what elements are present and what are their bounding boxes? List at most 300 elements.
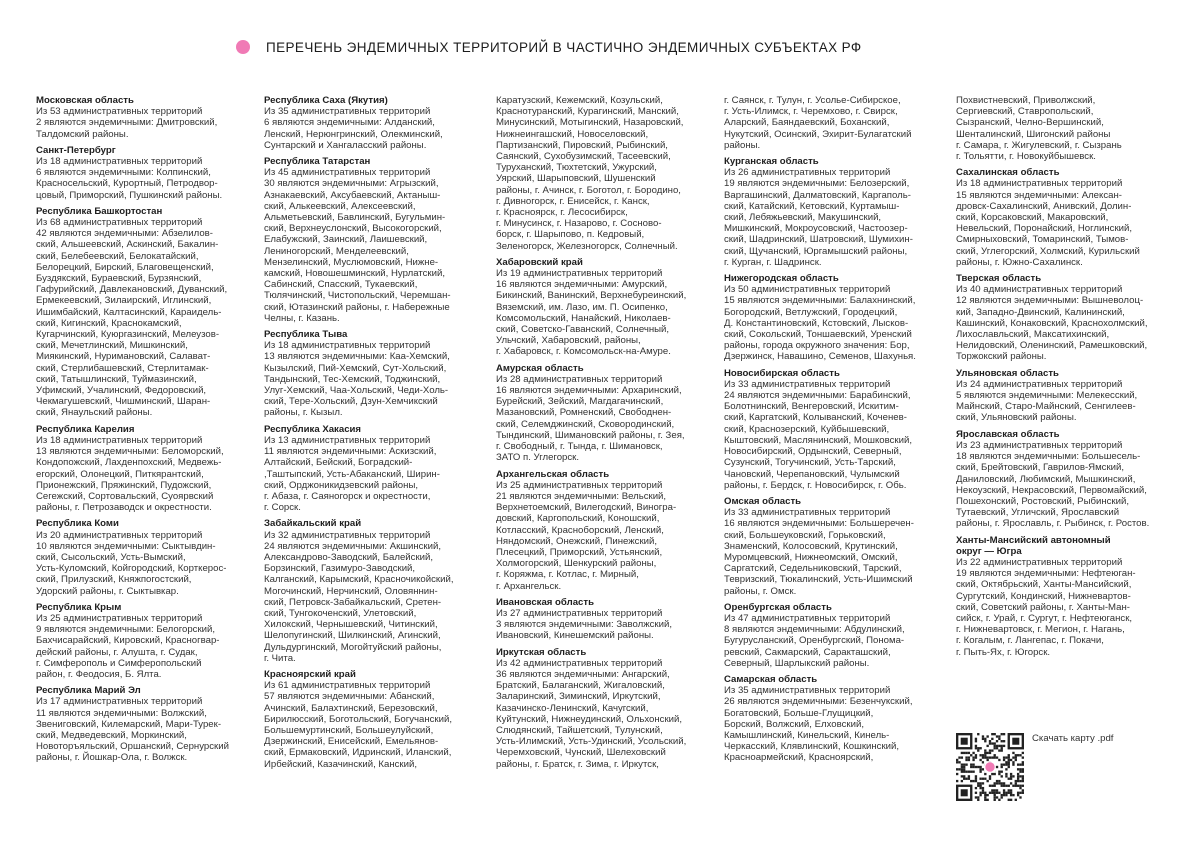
region-entry xyxy=(264,518,476,664)
region-text-line: 15 являются эндемичными: Балахнинский, xyxy=(724,295,916,307)
region-text-line: 6 являются эндемичными: Колпинский, xyxy=(36,167,211,179)
region-entry xyxy=(956,535,1168,658)
column-4 xyxy=(724,95,936,769)
region-text-line: 6 являются эндемичными: Алданский, xyxy=(264,117,435,129)
region-text-line: Борзинский, Газимуро-Заводский, xyxy=(264,563,416,575)
region-text-line: Болотнинский, Венгеровский, Искитим- xyxy=(724,401,899,413)
region-description xyxy=(36,613,248,680)
region-text-line: 18 являются эндемичными: Большесель- xyxy=(956,451,1141,463)
region-text-line: районы. xyxy=(724,139,761,151)
region-name: Курганская область xyxy=(724,156,819,168)
region-text-line: Борский, Волжский, Елховский, xyxy=(724,718,864,730)
region-entry xyxy=(496,95,708,252)
region-text-line: 16 являются эндемичными: Амурский, xyxy=(496,279,668,291)
column-5 xyxy=(956,95,1168,663)
region-name: Оренбургская область xyxy=(724,601,832,613)
region-text-line: 12 являются эндемичными: Вышневолоц- xyxy=(956,295,1144,307)
region-text-line: ский, Орджоникидзевский районы, xyxy=(264,479,419,491)
region-text-line: Нелидовский, Оленинский, Рамешковский, xyxy=(956,340,1148,352)
region-text-line: Из 22 административных территорий xyxy=(956,556,1123,568)
region-text-line: ский, Советско-Гаванский, Солнечный, xyxy=(496,324,670,336)
page-title: ПЕРЕЧЕНЬ ЭНДЕМИЧНЫХ ТЕРРИТОРИЙ В ЧАСТИЧНО ЭНДЕМИЧНЫХ СУБЪЕКТАХ РФ xyxy=(266,39,862,55)
region-text-line: Саянский, Сухобузимский, Тасеевский, xyxy=(496,151,671,163)
region-text-line: Чекмагушевский, Чишминский, Шаран- xyxy=(36,396,211,408)
region-text-line: ский, Альшеевский, Аскинский, Бакалин- xyxy=(36,239,219,251)
region-text-line: ский, Селемджинский, Сковородинский, xyxy=(496,418,675,430)
region-text-line: районы, г. Братск, г. Зима, г. Иркутск, xyxy=(496,758,659,770)
region-text-line: Камышлинский, Кинельский, Кинель- xyxy=(724,729,890,741)
region-entry xyxy=(956,368,1168,424)
region-description xyxy=(496,374,708,464)
region-name: Ярославская область xyxy=(956,428,1060,440)
region-text-line: Калганский, Карымский, Красночикойский, xyxy=(264,574,454,586)
region-text-line: 2 являются эндемичными: Дмитровский, xyxy=(36,117,218,129)
region-text-line: Сызранский, Челно-Вершинский, xyxy=(956,117,1104,129)
region-description xyxy=(496,268,708,358)
region-entry xyxy=(264,329,476,419)
region-text-line: Из 42 административных территорий xyxy=(496,657,663,669)
region-description xyxy=(724,613,936,669)
region-description xyxy=(724,379,936,491)
region-text-line: Из 35 административных территорий xyxy=(724,685,891,697)
region-text-line: ский, Щучанский, Юргамышский районы, xyxy=(724,245,908,257)
download-map-block[interactable] xyxy=(956,733,1113,801)
qr-code-icon[interactable] xyxy=(956,733,1024,801)
region-text-line: Тюлячинский, Чистопольский, Черемшан- xyxy=(264,290,451,302)
pink-dot-icon xyxy=(236,40,250,54)
region-text-line: егорский, Олонецкий, Питкярантский, xyxy=(36,468,204,480)
region-text-line: Дульдургинский, Могойтуйский районы, xyxy=(264,641,442,653)
region-text-line: Ленский, Нерюнгринский, Олекминский, xyxy=(264,128,443,140)
region-text-line: 24 являются эндемичными: Барабинский, xyxy=(724,390,911,402)
region-text-line: 3 являются эндемичными: Заволжский, xyxy=(496,619,672,631)
region-entry xyxy=(956,273,1168,363)
region-text-line: Гафурийский, Давлекановский, Дуванский, xyxy=(36,284,228,296)
region-description xyxy=(956,557,1168,658)
download-map-link[interactable]: Скачать карту .pdf xyxy=(1032,733,1114,744)
region-description xyxy=(264,435,476,513)
region-text-line: 15 являются эндемичными: Алексан- xyxy=(956,189,1122,201)
region-entry xyxy=(496,257,708,358)
region-text-line: Куйтунский, Нижнеудинский, Ольхонский, xyxy=(496,713,683,725)
region-text-line: 16 являются эндемичными: Архаринский, xyxy=(496,385,682,397)
region-name: Сахалинская область xyxy=(956,167,1060,179)
region-text-line: Миякинский, Нуримановский, Салават- xyxy=(36,351,211,363)
region-text-line: ский, Стерлибашевский, Стерлитамак- xyxy=(36,362,209,374)
region-text-line: Ивановский, Кинешемский районы. xyxy=(496,630,654,642)
region-text-line: Знаменский, Колосовский, Крутинский, xyxy=(724,540,898,552)
region-text-line: Тандынский, Тес-Хемский, Тоджинский, xyxy=(264,373,441,385)
region-name: Республика Саха (Якутия) xyxy=(264,95,388,106)
region-text-line: ский, Кигинский, Краснокамский, xyxy=(36,317,182,329)
region-text-line: 5 являются эндемичными: Мелекесский, xyxy=(956,390,1138,402)
region-text-line: г. Коряжма, г. Котлас, г. Мирный, xyxy=(496,569,639,581)
region-text-line: Из 61 административных территорий xyxy=(264,680,431,692)
region-text-line: ский, Большеуковский, Горьковский, xyxy=(724,529,886,541)
region-entry xyxy=(956,429,1168,530)
region-text-line: Богородский, Ветлужский, Городецкий, xyxy=(724,306,898,318)
region-text-line: Из 23 административных территорий xyxy=(956,439,1123,451)
region-text-line: Хилокский, Чернышевский, Читинский, xyxy=(264,619,438,631)
region-text-line: Нижнеингашский, Новоселовский, xyxy=(496,128,649,140)
region-description xyxy=(724,685,936,763)
column-3 xyxy=(496,95,708,775)
region-text-line: Некоузский, Некрасовский, Первомайский, xyxy=(956,484,1147,496)
region-text-line: Из 53 административных территорий xyxy=(36,106,203,118)
region-text-line: Прионежский, Пряжинский, Пудожский, xyxy=(36,479,212,491)
region-text-line: Партизанский, Пировский, Рыбинский, xyxy=(496,139,668,151)
region-text-line: Могочинский, Нерчинский, Оловяннин- xyxy=(264,585,438,597)
region-name: Республика Марий Эл xyxy=(36,685,141,697)
region-text-line: ревский, Сакмарский, Саракташский, xyxy=(724,646,891,658)
region-text-line: Из 33 административных территорий xyxy=(724,507,891,519)
region-entry xyxy=(496,469,708,592)
region-entry xyxy=(956,95,1168,162)
region-text-line: Холмогорский, Шенкурский районы, xyxy=(496,558,657,570)
region-text-line: Из 13 административных территорий xyxy=(264,434,431,446)
region-text-line: Азнакаевский, Аксубаевский, Актаныш- xyxy=(264,189,441,201)
region-text-line: Ермекеевский, Зилаирский, Иглинский, xyxy=(36,295,212,307)
region-text-line: Из 25 административных территорий xyxy=(36,612,203,624)
region-text-line: Лениногорский, Менделеевский, xyxy=(264,245,409,257)
region-name: Республика Хакасия xyxy=(264,423,362,435)
region-entry xyxy=(724,368,936,491)
region-text-line: Верхнетоемский, Вилегодский, Виногра- xyxy=(496,502,677,514)
region-text-line: Из 18 административных территорий xyxy=(36,156,203,168)
region-text-line: Ирбейский, Казачинский, Канский, xyxy=(264,758,417,770)
region-text-line: Сегежский, Сортовальский, Суоярвский xyxy=(36,490,214,502)
region-name: Московская область xyxy=(36,95,134,106)
region-text-line: Ишимбайский, Калтасинский, Караидель- xyxy=(36,306,222,318)
region-text-line: ,Таштыпский, Усть-Абаканский, Ширин- xyxy=(264,468,440,480)
region-entry xyxy=(264,669,476,770)
region-name: Красноярский край xyxy=(264,668,356,680)
region-text-line: Сунтарский и Хангаласский районы. xyxy=(264,139,427,151)
region-text-line: 30 являются эндемичными: Агрызский, xyxy=(264,178,439,190)
region-text-line: ский, Сысольский, Усть-Вымский, xyxy=(36,551,186,563)
region-text-line: Мензелинский, Муслюмовский, Нижне- xyxy=(264,256,439,268)
region-entry xyxy=(36,145,248,201)
region-text-line: Бикинский, Ванинский, Верхнебуреинский, xyxy=(496,290,687,302)
region-text-line: Шенталинский, Шигонский районы xyxy=(956,128,1111,140)
region-text-line: г. Сорск. xyxy=(264,502,301,514)
region-text-line: Новоторъяльский, Оршанский, Сернурский xyxy=(36,741,229,753)
region-description xyxy=(36,217,248,419)
region-text-line: Белорецкий, Бирский, Благовещенский, xyxy=(36,261,214,273)
region-name: Республика Коми xyxy=(36,518,119,530)
region-text-line: Удорский районы, г. Сыктывкар. xyxy=(36,585,179,597)
region-text-line: Из 33 административных территорий xyxy=(724,378,891,390)
region-text-line: 10 являются эндемичными: Сыктывдин- xyxy=(36,540,216,552)
region-text-line: Тевризский, Тюкалинский, Усть-Ишимский xyxy=(724,574,913,586)
region-entry xyxy=(724,156,936,268)
region-text-line: районы, г. Омск. xyxy=(724,585,797,597)
region-text-line: 21 являются эндемичными: Вельский, xyxy=(496,490,667,502)
region-text-line: Ачинский, Балахтинский, Березовский, xyxy=(264,702,438,714)
region-text-line: камский, Новошешминский, Нурлатский, xyxy=(264,268,446,280)
region-name: Архангельская область xyxy=(496,468,610,480)
region-text-line: Кызылский, Пий-Хемский, Сут-Хольский, xyxy=(264,362,447,374)
region-text-line: Невельский, Поронайский, Ноглинский, xyxy=(956,223,1133,235)
region-text-line: Сабинский, Спасский, Тукаевский, xyxy=(264,279,418,291)
region-text-line: Из 27 административных территорий xyxy=(496,607,663,619)
region-text-line: ский, Белебеевский, Белокатайский, xyxy=(36,250,199,262)
region-name: Нижегородская область xyxy=(724,273,839,285)
region-text-line: Челны, г. Казань. xyxy=(264,312,340,324)
region-text-line: ский, Советский районы, г. Ханты-Ман- xyxy=(956,601,1130,613)
region-description xyxy=(956,284,1168,362)
region-entry xyxy=(724,674,936,764)
region-text-line: 8 являются эндемичными: Абдулинский, xyxy=(724,624,905,636)
region-text-line: ский, Брейтовский, Гаврилов-Ямский, xyxy=(956,462,1125,474)
region-text-line: Черемховский, Чунский, Шелеховский xyxy=(496,747,666,759)
region-text-line: районы, г. Бердск, г. Новосибирск, г. Обь. xyxy=(724,479,907,491)
region-text-line: 9 являются эндемичными: Белогорский, xyxy=(36,624,216,636)
region-text-line: кий, Западно-Двинский, Калининский, xyxy=(956,306,1125,318)
region-text-line: цовый, Приморский, Пушкинский районы. xyxy=(36,189,223,201)
region-text-line: Нукутский, Осинский, Эхирит-Булагатский xyxy=(724,128,912,140)
page-header xyxy=(236,37,862,57)
region-text-line: Альметьевский, Бавлинский, Бугульмин- xyxy=(264,212,446,224)
region-text-line: ский, Краснозерский, Куйбышевский, xyxy=(724,423,890,435)
region-text-line: ский, Лебяжьевский, Макушинский, xyxy=(724,212,882,224)
region-text-line: г. Минусинск, г. Назарово, г. Сосново- xyxy=(496,218,662,230)
region-text-line: ский, Ютазинский районы, г. Набережные xyxy=(264,301,450,313)
region-description xyxy=(724,167,936,268)
region-entry xyxy=(36,602,248,680)
region-text-line: Комсомольский, Нанайский, Николаев- xyxy=(496,312,671,324)
region-text-line: районы, г. Ярославль, г. Рыбинск, г. Ростов. xyxy=(956,518,1150,530)
region-text-line: Минусинский, Мотыгинский, Назаровский, xyxy=(496,117,684,129)
region-description xyxy=(264,167,476,324)
region-text-line: Братский, Балаганский, Жигаловский, xyxy=(496,680,665,692)
region-text-line: Сузунский, Тогучинский, Усть-Тарский, xyxy=(724,457,896,469)
region-description xyxy=(36,435,248,513)
region-text-line: г. Усть-Илимск, г. Черемхово, г. Свирск, xyxy=(724,106,898,118)
region-text-line: Алтайский, Бейский, Боградский- xyxy=(264,457,413,469)
region-entry xyxy=(496,597,708,642)
region-text-line: г. Пыть-Ях, г. Югорск. xyxy=(956,646,1051,658)
region-name: Республика Крым xyxy=(36,601,122,613)
region-text-line: Муромцевский, Нижнеомский, Омский, xyxy=(724,551,898,563)
region-text-line: г. Курган, г. Шадринск. xyxy=(724,256,822,268)
region-text-line: Красносельский, Курортный, Петродвор- xyxy=(36,178,218,190)
region-text-line: ский, Катайский, Кетовский, Куртамыш- xyxy=(724,200,900,212)
region-text-line: ский, Сокольский, Тоншаевский, Уренский xyxy=(724,329,912,341)
region-text-line: Елабужский, Заинский, Лаишевский, xyxy=(264,234,428,246)
region-text-line: ский, Медведевский, Моркинский, xyxy=(36,729,187,741)
region-text-line: Улуг-Хемский, Чаа-Хольский, Чеди-Холь- xyxy=(264,385,449,397)
region-entry xyxy=(956,167,1168,268)
region-entry xyxy=(36,95,248,140)
region-name: Забайкальский край xyxy=(264,518,362,530)
region-text-line: ский, Шадринский, Шатровский, Шумихин- xyxy=(724,234,913,246)
region-text-line: ский, Верхнеуслонский, Высокогорский, xyxy=(264,223,442,235)
region-text-line: ский, Октябрьский, Ханты-Мансийский, xyxy=(956,579,1132,591)
region-text-line: г. Тольятти, г. Новокуйбышевск. xyxy=(956,151,1096,163)
region-text-line: 11 являются эндемичными: Волжский, xyxy=(36,707,207,719)
region-text-line: 13 являются эндемичными: Каа-Хемский, xyxy=(264,351,450,363)
region-text-line: ский, Мечетлинский, Мишкинский, xyxy=(36,340,188,352)
region-text-line: Кондопожский, Лахденпохский, Медвежь- xyxy=(36,457,222,469)
region-entry xyxy=(36,518,248,596)
region-text-line: Бурейский, Зейский, Магдагачинский, xyxy=(496,396,664,408)
region-description xyxy=(496,608,708,642)
region-text-line: Кугарчинский, Куюргазинский, Мелеузов- xyxy=(36,329,220,341)
region-text-line: 19 являются эндемичными: Белозерский, xyxy=(724,178,910,190)
region-text-line: ЗАТО п. Углегорск. xyxy=(496,452,580,464)
region-text-line: Варгашинский, Далматовский, Каргаполь- xyxy=(724,189,911,201)
region-text-line: г. Симферополь и Симферопольский xyxy=(36,657,202,669)
region-text-line: г. Абаза, г. Саяногорск и окрестности, xyxy=(264,490,431,502)
region-name: Амурская область xyxy=(496,362,584,374)
region-text-line: Из 18 административных территорий xyxy=(264,340,431,352)
region-entry xyxy=(36,206,248,419)
region-text-line: Из 45 административных территорий xyxy=(264,167,431,179)
region-text-line: г. Свободный, г. Тында, г. Шимановск, xyxy=(496,441,663,453)
column-2 xyxy=(264,95,476,775)
region-text-line: 36 являются эндемичными: Ангарский, xyxy=(496,668,670,680)
region-text-line: Котласский, Красноборский, Ленский, xyxy=(496,524,664,536)
region-text-line: районы, г. Петрозаводск и окрестности. xyxy=(36,502,212,514)
region-text-line: ский, Тунгокоченский, Улетовский, xyxy=(264,607,417,619)
region-entry xyxy=(496,363,708,464)
region-text-line: Казачинско-Ленинский, Качугский, xyxy=(496,702,649,714)
region-name: Ивановская область xyxy=(496,596,594,608)
region-text-line: районы, г. Кызыл. xyxy=(264,407,343,419)
region-text-line: довский, Каргопольский, Коношский, xyxy=(496,513,660,525)
region-description xyxy=(36,156,248,201)
region-description xyxy=(724,95,936,151)
region-text-line: Большемуртинский, Большеулуйский, xyxy=(264,724,434,736)
region-text-line: Зеленогорск, Железногорск, Солнечный. xyxy=(496,240,678,252)
region-text-line: г. Архангельск. xyxy=(496,580,562,592)
region-entry xyxy=(496,647,708,770)
region-description xyxy=(264,106,476,151)
region-text-line: г. Самара, г. Жигулевский, г. Сызрань xyxy=(956,139,1122,151)
region-text-line: районы, г. Ачинск, г. Боготол, г. Бородино, xyxy=(496,184,681,196)
region-text-line: ский, Прилузский, Княжпогостский, xyxy=(36,574,192,586)
region-text-line: 57 являются эндемичными: Абанский, xyxy=(264,691,435,703)
region-description xyxy=(36,106,248,140)
region-text-line: Тутаевский, Угличский, Ярославский xyxy=(956,507,1120,519)
region-name: Новосибирская область xyxy=(724,367,840,379)
region-text-line: г. Когалым, г. Лангепас, г. Покачи, xyxy=(956,635,1104,647)
region-description xyxy=(264,530,476,664)
region-text-line: районы, г. Йошкар-Ола, г. Волжск. xyxy=(36,752,188,764)
region-name: Самарская область xyxy=(724,673,818,685)
region-text-line: Бугурусланский, Оренбургский, Понома- xyxy=(724,635,905,647)
region-text-line: Александрово-Заводский, Балейский, xyxy=(264,551,434,563)
region-text-line: Слюдянский, Тайшетский, Тулунский, xyxy=(496,724,663,736)
region-text-line: борск, г. Шарыпово, п. Кедровый, xyxy=(496,229,645,241)
region-text-line: Из 18 административных территорий xyxy=(956,178,1123,190)
region-text-line: Мишкинский, Мокроусовский, Частоозер- xyxy=(724,223,908,235)
region-text-line: Вяземский, им. Лазо, им. П. Осипенко, xyxy=(496,301,668,313)
region-text-line: Из 24 административных территорий xyxy=(956,378,1123,390)
region-text-line: Дзержинский, Енисейский, Емельянов- xyxy=(264,736,439,748)
region-name: Хабаровский край xyxy=(496,256,583,268)
region-text-line: дровск-Сахалинский, Анивский, Долин- xyxy=(956,200,1132,212)
region-text-line: Черкасский, Клявлинский, Кошкинский, xyxy=(724,741,900,753)
region-entry xyxy=(724,95,936,151)
region-entry xyxy=(36,424,248,514)
region-text-line: Чановский, Черепановский, Чулымский xyxy=(724,468,900,480)
region-description xyxy=(496,480,708,592)
region-text-line: ский, Янаульский районы. xyxy=(36,407,153,419)
region-text-line: Торжокский районы. xyxy=(956,351,1047,363)
region-text-line: Аларский, Баяндаевский, Боханский, xyxy=(724,117,890,129)
region-description xyxy=(36,530,248,597)
region-description xyxy=(496,658,708,770)
region-text-line: Кыштовский, Маслянинский, Мошковский, xyxy=(724,434,912,446)
region-text-line: Звениговский, Килемарский, Мари-Турек- xyxy=(36,718,222,730)
region-text-line: Из 25 административных территорий xyxy=(496,479,663,491)
region-text-line: Бирилюсский, Боготольский, Богучанский, xyxy=(264,713,453,725)
region-text-line: ский, Углегорский, Холмский, Курильский xyxy=(956,245,1140,257)
region-entry xyxy=(264,156,476,324)
column-1 xyxy=(36,95,248,769)
region-text-line: Пошехонский, Ростовский, Рыбинский, xyxy=(956,495,1130,507)
region-entry xyxy=(264,95,476,151)
region-text-line: Из 47 административных территорий xyxy=(724,612,891,624)
region-text-line: ский, Алькеевский, Алексеевский, xyxy=(264,200,416,212)
region-text-line: г. Чита. xyxy=(264,652,296,664)
region-text-line: Шелопугинский, Шилкинский, Агинский, xyxy=(264,630,441,642)
region-text-line: Северный, Шарлыкский районы. xyxy=(724,657,870,669)
region-text-line: ский, Петровск-Забайкальский, Сретен- xyxy=(264,596,442,608)
region-text-line: Уфимский, Учалинский, Федоровский, xyxy=(36,385,207,397)
region-text-line: г. Дивногорск, г. Енисейск, г. Канск, xyxy=(496,195,650,207)
region-entry xyxy=(724,496,936,597)
region-name: Омская область xyxy=(724,495,802,507)
region-text-line: Майнский, Старо-Майнский, Сенгилеев- xyxy=(956,401,1136,413)
region-text-line: Красноармейский, Красноярский, xyxy=(724,752,874,764)
region-text-line: Д. Константиновский, Кстовский, Лысков- xyxy=(724,317,909,329)
region-text-line: Уярский, Шарыповский, Шушенский xyxy=(496,173,656,185)
region-text-line: Тындинский, Шимановский районы, г. Зея, xyxy=(496,429,685,441)
region-text-line: Кашинский, Конаковский, Краснохолмский, xyxy=(956,317,1148,329)
region-text-line: г. Саянск, г. Тулун, г. Усолье-Сибирское, xyxy=(724,95,901,106)
region-text-line: Талдомский районы. xyxy=(36,128,129,140)
region-text-line: Усть-Куломский, Койгородский, Корткерос- xyxy=(36,563,227,575)
region-text-line: г. Нижневартовск, г. Мегион, г. Нагань, xyxy=(956,624,1125,636)
region-text-line: Усть-Илимский, Усть-Удинский, Усольский, xyxy=(496,736,687,748)
region-text-line: Из 26 административных территорий xyxy=(724,167,891,179)
region-text-line: ский, Ульяновский районы. xyxy=(956,412,1077,424)
region-text-line: Смирныховский, Томаринский, Тымов- xyxy=(956,234,1129,246)
region-name: Республика Татарстан xyxy=(264,156,371,168)
region-text-line: 13 являются эндемичными: Беломорский, xyxy=(36,446,224,458)
region-entry xyxy=(724,602,936,669)
region-text-line: Плесецкий, Приморский, Устьянский, xyxy=(496,546,663,558)
region-text-line: Краснотуранский, Курагинский, Манский, xyxy=(496,106,679,118)
region-description xyxy=(956,379,1168,424)
region-description xyxy=(264,340,476,418)
region-text-line: Из 17 административных территорий xyxy=(36,696,203,708)
region-text-line: ский, Корсаковский, Макаровский, xyxy=(956,212,1109,224)
region-text-line: Похвистневский, Приволжский, xyxy=(956,95,1096,106)
region-description xyxy=(724,284,936,362)
region-text-line: Новосибирский, Ордынский, Северный, xyxy=(724,446,902,458)
region-name: Ульяновская область xyxy=(956,367,1059,379)
region-text-line: ский, Тере-Хольский, Дзун-Хемчикский xyxy=(264,396,438,408)
region-name: Республика Башкортостан xyxy=(36,205,163,217)
region-text-line: Из 28 административных территорий xyxy=(496,373,663,385)
region-text-line: Мазановский, Ромненский, Свободнен- xyxy=(496,407,672,419)
region-text-line: ский, Каргатский, Колыванский, Коченев- xyxy=(724,412,907,424)
region-name: Республика Карелия xyxy=(36,423,135,435)
